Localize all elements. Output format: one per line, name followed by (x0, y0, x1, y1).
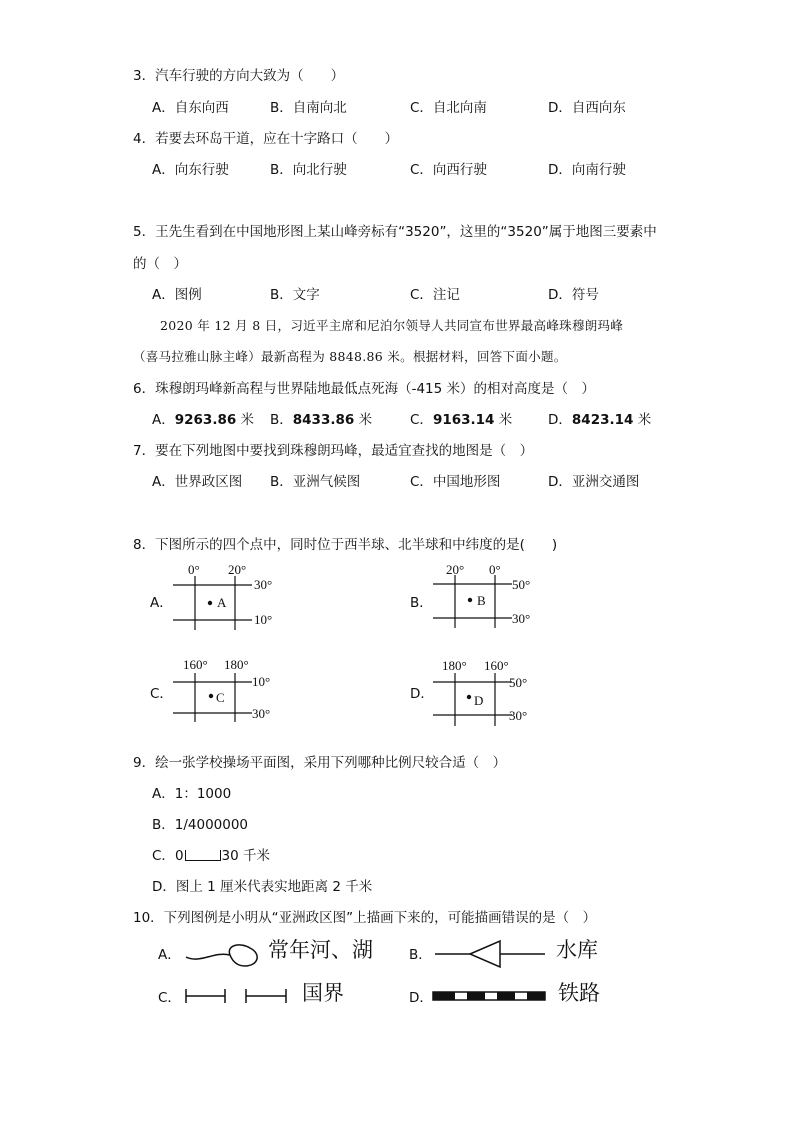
q9-c-zero: 0 (174, 848, 184, 864)
q6-option-c[interactable] (410, 411, 512, 429)
q8-b-lat-bottom: 30° (512, 611, 531, 626)
q7-option-d[interactable]: D．亚洲交通图 (548, 474, 640, 490)
q8-a-lon-right: 20° (228, 562, 247, 577)
q8-b-point: B (477, 593, 486, 608)
q8-c-point: C (216, 690, 225, 705)
q8-a-lat-top: 30° (254, 577, 273, 592)
q6-a-unit: 米 (240, 412, 255, 428)
q8-c-lon-left: 160° (183, 657, 208, 672)
q5-option-d[interactable]: D．符号 (548, 287, 599, 303)
q7-option-c[interactable]: C．中国地形图 (410, 474, 501, 490)
q3-option-a[interactable]: A．自东向西 (152, 100, 229, 116)
q8-b-lat-top: 50° (512, 577, 531, 592)
q8-b-lon-left: 20° (446, 562, 465, 577)
q8-stem: 8．下图所示的四个点中，同时位于西半球、北半球和中纬度的是( ) (133, 537, 558, 553)
q9-stem: 9．绘一张学校操场平面图，采用下列哪种比例尺较合适（ ） (133, 755, 507, 771)
q3-option-b[interactable]: B．自南向北 (270, 100, 347, 116)
q10-d-text: 铁路 (558, 981, 600, 1005)
q10-stem: 10．下列图例是小明从“亚洲政区图”上描画下来的，可能描画错误的是（ ） (133, 910, 597, 926)
q10-a-text: 常年河、湖 (268, 938, 373, 962)
q6-stem: 6．珠穆朗玛峰新高程与世界陆地最低点死海（-415 米）的相对高度是（ ） (133, 381, 596, 397)
q6-option-b[interactable] (270, 411, 372, 429)
q3-stem: 3．汽车行驶的方向大致为（ ） (133, 68, 345, 84)
q6-b-unit: 米 (358, 412, 373, 428)
q4-option-a[interactable]: A．向东行驶 (152, 162, 229, 178)
q8-option-d-label[interactable]: D． (410, 686, 434, 702)
q6-d-value: 8423.14 (571, 412, 634, 428)
q10-option-b-label[interactable]: B． (409, 947, 432, 963)
q8-option-b-label[interactable]: B． (410, 595, 433, 611)
material-line2: （喜马拉雅山脉主峰）最新高程为 8848.86 米。根据材料，回答下面小题。 (133, 349, 567, 364)
q8-c-lon-right: 180° (224, 657, 249, 672)
q5-stem-line1: 5．王先生看到在中国地形图上某山峰旁标有“3520”，这里的“3520”属于地图三要素中 (133, 224, 657, 240)
q9-c-label: C． (152, 848, 175, 864)
q5-option-a[interactable]: A．图例 (152, 287, 202, 303)
material-line1: 2020 年 12 月 8 日，习近平主席和尼泊尔领导人共同宣布世界最高峰珠穆朗玛峰 (160, 318, 624, 333)
q4-stem: 4．若要去环岛干道，应在十字路口（ ） (133, 131, 399, 147)
q6-b-label: B． (270, 412, 293, 428)
q3-option-c[interactable]: C．自北向南 (410, 100, 487, 116)
q8-d-point: D (474, 693, 484, 708)
q10-option-d-label[interactable]: D． (409, 990, 433, 1006)
q6-a-label: A． (152, 412, 175, 428)
q8-a-lat-bottom: 10° (254, 612, 273, 627)
q8-b-lon-right: 0° (489, 562, 501, 577)
q7-option-a[interactable]: A．世界政区图 (152, 474, 243, 490)
q8-c-lat-top: 10° (252, 674, 271, 689)
q7-option-b[interactable]: B．亚洲气候图 (270, 474, 361, 490)
q9-option-a[interactable]: A．1：1000 (152, 786, 232, 802)
q8-d-lat-top: 50° (509, 675, 528, 690)
q7-stem: 7．要在下列地图中要找到珠穆朗玛峰，最适宜查找的地图是（ ） (133, 443, 534, 459)
q8-d-lon-left: 180° (442, 658, 467, 673)
q8-d-lon-right: 160° (484, 658, 509, 673)
q9-option-d[interactable]: D．图上 1 厘米代表实地距离 2 千米 (152, 879, 373, 895)
q8-d-lat-bottom: 30° (509, 708, 528, 723)
q6-b-value: 8433.86 (292, 412, 355, 428)
q6-option-d[interactable] (548, 411, 651, 429)
q4-option-d[interactable]: D．向南行驶 (548, 162, 626, 178)
q6-d-unit: 米 (637, 412, 652, 428)
q10-c-text: 国界 (302, 981, 344, 1005)
q5-option-b[interactable]: B．文字 (270, 287, 320, 303)
q3-option-d[interactable]: D．自西向东 (548, 100, 626, 116)
q4-option-c[interactable]: C．向西行驶 (410, 162, 487, 178)
q9-c-end: 30 千米 (221, 848, 271, 864)
q10-option-a-label[interactable]: A． (158, 947, 181, 963)
q6-c-unit: 米 (498, 412, 513, 428)
scale-bar-icon (185, 850, 221, 861)
q6-option-a[interactable] (152, 411, 254, 429)
q4-option-b[interactable]: B．向北行驶 (270, 162, 347, 178)
q8-option-a-label[interactable]: A． (150, 595, 173, 611)
q9-option-b[interactable]: B．1/4000000 (152, 817, 249, 833)
q10-option-c-label[interactable]: C． (158, 990, 181, 1006)
q6-c-value: 9163.14 (432, 412, 495, 428)
q9-option-c[interactable] (152, 847, 270, 865)
q8-a-lon-left: 0° (188, 562, 200, 577)
q6-a-value: 9263.86 (174, 412, 237, 428)
q8-c-lat-bottom: 30° (252, 706, 271, 721)
q8-option-c-label[interactable]: C． (150, 686, 173, 702)
q6-c-label: C． (410, 412, 433, 428)
q5-option-c[interactable]: C．注记 (410, 287, 460, 303)
q6-d-label: D． (548, 412, 572, 428)
q5-stem-line2: 的（ ） (133, 256, 187, 272)
q8-a-point: A (217, 595, 227, 610)
q10-b-text: 水库 (556, 938, 598, 962)
